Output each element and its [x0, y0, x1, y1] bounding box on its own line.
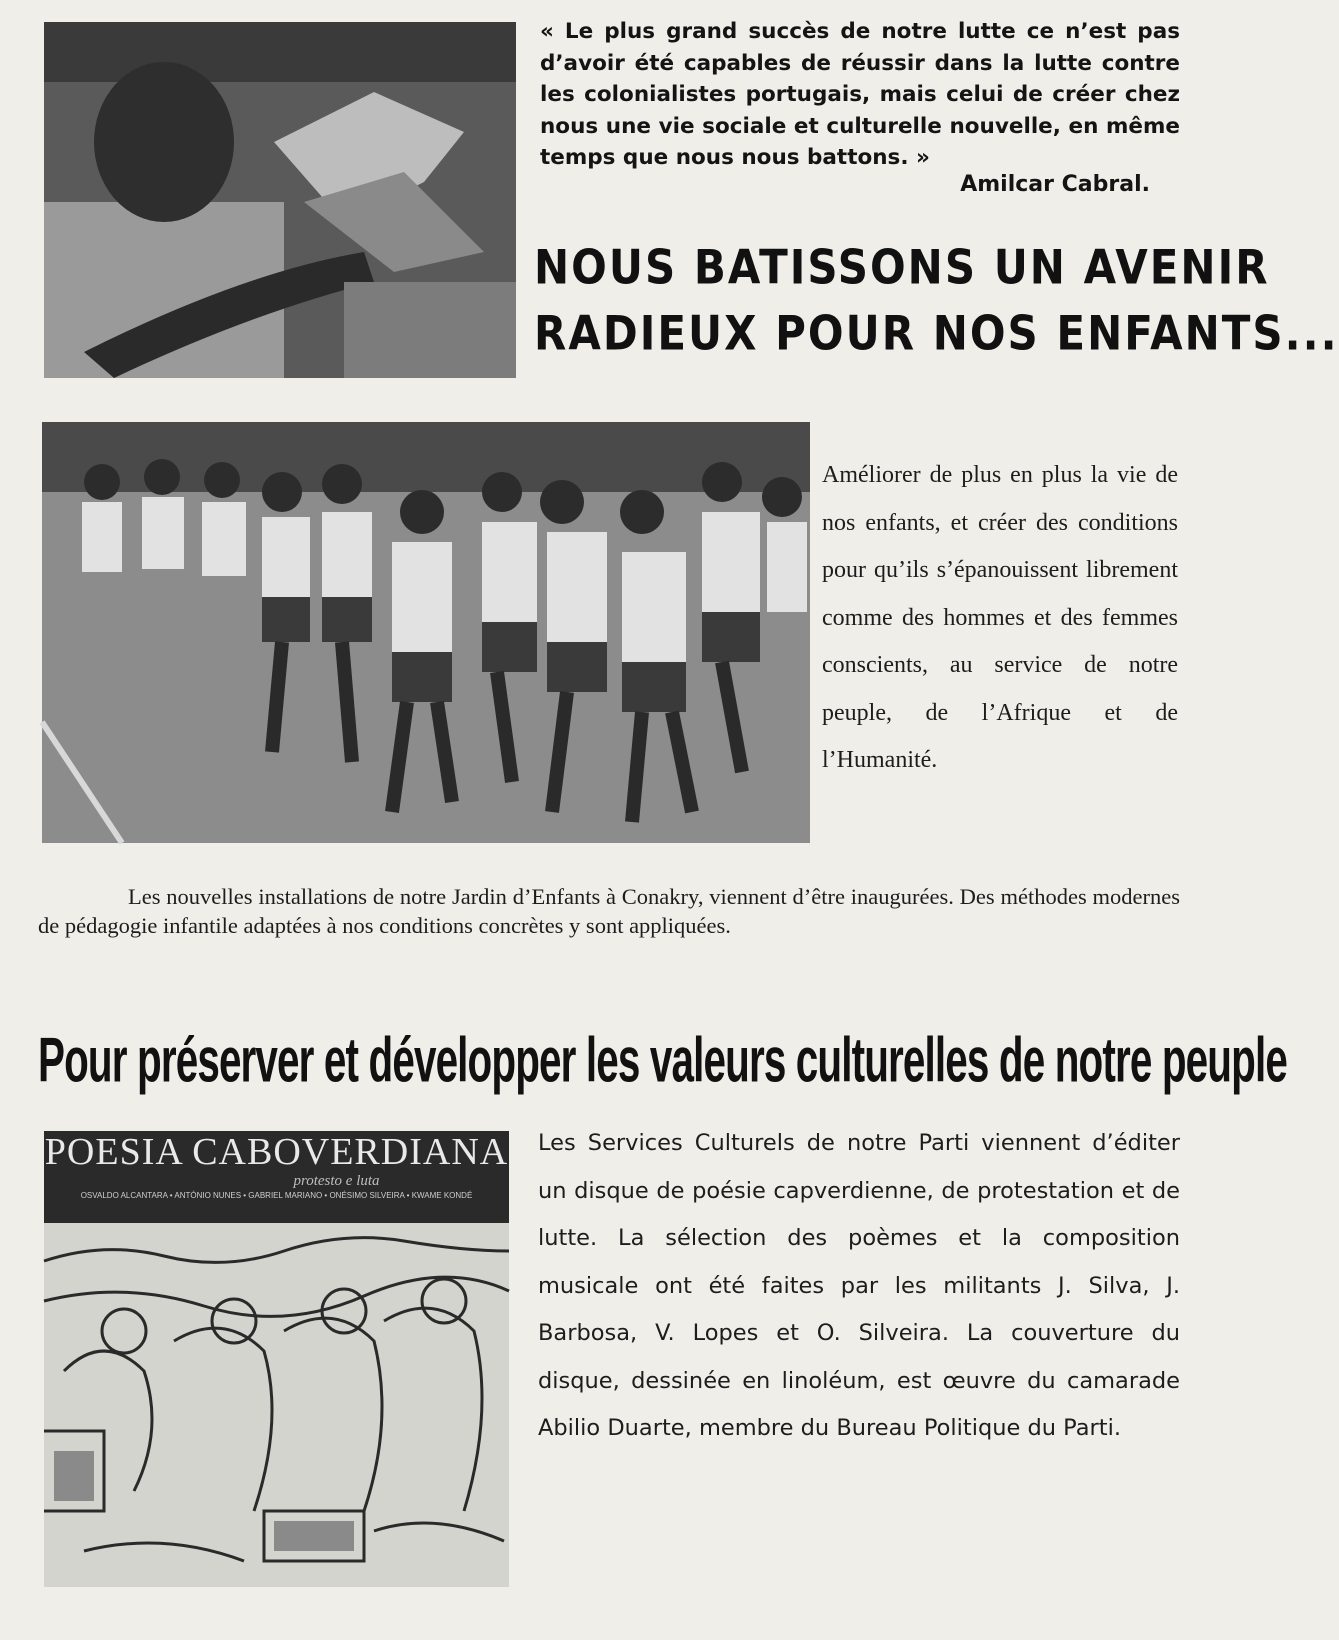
section-title: Pour préserver et développer les valeurs culturelles de notre peuple	[38, 1023, 1287, 1095]
cover-title: POESIA CABOVERDIANA	[44, 1131, 509, 1173]
record-cover-poesia-caboverdiana	[44, 1131, 509, 1587]
headline-line-1: NOUS BATISSONS UN AVENIR	[534, 240, 1270, 295]
caption-text: Les nouvelles installations de notre Jardin d’Enfants à Conakry, viennent d’être inaugurées. Des méthodes modernes de pédagogie infantile adaptées à nos conditions concrètes y sont appliquées.	[38, 884, 1180, 938]
quote-author: Amilcar Cabral.	[960, 172, 1150, 197]
cabral-quote: « Le plus grand succès de notre lutte ce n’est pas d’avoir été capables de réussir dans la lutte contre les colonialistes portugais, mais celui de créer chez nous une vie sociale et culturelle nouvelle, en même temps que nous nous battons. »	[540, 19, 1180, 170]
photo-marching-children	[42, 422, 810, 843]
headline-line-2: RADIEUX POUR NOS ENFANTS...	[534, 306, 1339, 361]
kindergarten-caption	[38, 882, 1180, 940]
culture-paragraph: Les Services Culturels de notre Parti viennent d’éditer un disque de poésie capverdienne, de protestation et de lutte. La sélection des poèmes et la composition musicale ont été faites par les militants J. Silva, J. Barbosa, V. Lopes et O. Silveira. La couverture du disque, dessinée en linoléum, est œuvre du camarade Abilio Duarte, membre du Bureau Politique du Parti.	[538, 1130, 1180, 1441]
children-paragraph: Améliorer de plus en plus la vie de nos enfants, et créer des conditions pour qu’ils s’épanouissent librement comme des hommes et des femmes conscients, au service de notre peuple, de l’Afrique et de l’Humanité.	[822, 462, 1178, 773]
cover-title-band	[44, 1131, 509, 1223]
photo-children-plant	[44, 22, 516, 378]
cover-subtitle: protesto e luta	[293, 1173, 380, 1189]
cover-authors: OSVALDO ALCANTARA • ANTÓNIO NUNES • GABRIEL MARIANO • ONÉSIMO SILVEIRA • KWAME KONDÉ	[80, 1191, 473, 1200]
